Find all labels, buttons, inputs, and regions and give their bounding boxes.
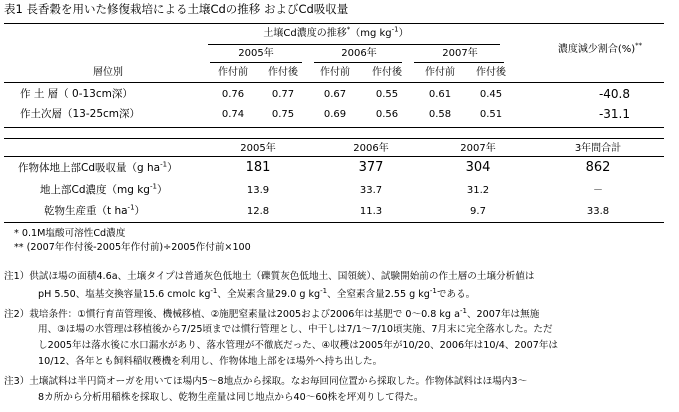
group-header-unit: （mg kg [350, 28, 392, 39]
table-cell: 0.58 [428, 109, 452, 120]
subheader-2005-after: 作付後 [268, 67, 298, 78]
table2-bottom-rule [4, 222, 664, 223]
table2-header-2005: 2005年 [240, 143, 276, 154]
table1-header-rule [4, 82, 664, 83]
table-cell: 13.9 [246, 185, 270, 196]
reduction-header-text: 濃度減少割合(%) [557, 44, 636, 55]
year-header-2006: 2006年 [341, 48, 377, 59]
note-sup: -1 [320, 286, 328, 295]
table2-top-rule [4, 138, 664, 139]
table1-bottom-rule [4, 127, 664, 128]
table-cell: 11.3 [359, 206, 383, 217]
reduction-value: -40.8 [598, 87, 630, 101]
row-label-unit-sup: -1 [149, 182, 157, 191]
subheader-2007-before: 作付前 [425, 67, 455, 78]
subheader-2005-before: 作付前 [218, 67, 248, 78]
table2-header-total: 3年間合計 [574, 143, 622, 154]
table2-header-2007: 2007年 [460, 143, 496, 154]
row-label-unit-end: ） [156, 184, 168, 196]
group-header-unit-sup: -1 [391, 25, 399, 34]
table1-group-header [263, 25, 409, 39]
row-header: 層位別 [93, 67, 123, 78]
table-cell: 0.75 [271, 109, 295, 120]
note-text: 注2）栽培条件：①慣行育苗管理後、機械移植、②施肥窒素量は2005および2006年は基肥で 0～0.8 kg a [4, 309, 460, 320]
table-cell: 0.74 [221, 109, 245, 120]
table-cell: 0.51 [479, 109, 503, 120]
note-sup: -1 [429, 286, 437, 295]
note-line: 8カ所から分析用稲株を採取し、乾物生産量は同じ地点から40～60株を坪刈りして得た。 [38, 392, 424, 403]
table2-row-label [40, 182, 168, 196]
row-label-unit: （g ha [126, 162, 161, 174]
note-line: 注3）土壌試料は半円筒オーガを用いてほ場内5～8地点から採取。なお毎回同位置から採取した。作物体試料はほ場内3～ [4, 376, 528, 387]
note-line: 用、③ほ場の水管理は移植後から7/25頃までは慣行管理とし、中干しは7/1～7/10頃実施、7月末に完全落水した。ただ [38, 324, 553, 335]
year-header-2005: 2005年 [238, 48, 274, 59]
table-cell: 304 [465, 160, 491, 175]
group-header-unit-end: ） [398, 28, 409, 39]
subheader-2006-before: 作付前 [320, 67, 350, 78]
table-cell: － [593, 185, 603, 196]
table2-header-rule [4, 156, 664, 157]
row-label-unit-sup: -1 [160, 160, 168, 169]
reduction-value: -31.1 [598, 107, 630, 121]
row-label-text: 作物体地上部Cd吸収量 [18, 162, 127, 174]
table-cell: 0.56 [375, 109, 399, 120]
row-label-unit-end: ） [134, 205, 146, 217]
table-cell: 31.2 [466, 185, 490, 196]
note-line: 注1）供試ほ場の面積4.6a、土壌タイプは普通灰色低地土（礫質灰色低地土、国領統）、試験開始前の作土層の土壌分析値は [4, 271, 535, 282]
table2-row-label [44, 203, 146, 217]
year-rule-2007 [414, 62, 504, 63]
note-line [38, 286, 476, 300]
table-cell: 377 [358, 160, 384, 175]
table-cell: 0.76 [221, 89, 245, 100]
table-cell: 0.61 [428, 89, 452, 100]
note-text: である。 [436, 289, 476, 300]
table-cell: 12.8 [246, 206, 270, 217]
row-label-text: 地上部Cd濃度 [40, 184, 107, 196]
row-label-unit: （mg kg [106, 184, 150, 196]
table1-top-rule [4, 23, 664, 24]
group-header-text: 土壌Cd濃度の推移 [263, 28, 347, 39]
year-rule-2005 [210, 62, 302, 63]
reduction-header [557, 41, 643, 55]
row-label-text: 乾物生産重 [44, 205, 97, 217]
row-label-unit: （t ha [96, 205, 128, 217]
table-cell: 33.7 [359, 185, 383, 196]
group-header-sup: * [346, 25, 351, 34]
footnote-double-asterisk: ** (2007年作付後-2005年作付前)÷2005作付前×100 [14, 242, 251, 253]
table-cell: 181 [245, 160, 271, 175]
reduction-header-sup: ** [635, 41, 643, 50]
table-cell: 0.77 [271, 89, 295, 100]
note-text: 、2007年は無施 [466, 309, 540, 320]
row-label-unit-sup: -1 [127, 203, 135, 212]
table-cell: 862 [585, 160, 611, 175]
note-text: 、全炭素含量29.0 g kg [217, 289, 321, 300]
group-header-rule [208, 44, 500, 45]
table-cell: 0.69 [323, 109, 347, 120]
table-title: 表1 長香穀を用いた修復栽培による土壌Cdの推移 およびCd吸収量 [4, 2, 349, 16]
year-header-2007: 2007年 [442, 48, 478, 59]
table2-row-label [18, 160, 178, 174]
row-label-unit-end: ） [167, 162, 178, 174]
note-line: し2005年は落水後に水口漏水があり、落水管理が不徹底だった、④収穫は2005年が10/20、2006年は10/4、2007年は [38, 340, 559, 351]
row-label-topsoil: 作 土 層（ 0-13cm深） [20, 88, 133, 100]
table-cell: 33.8 [586, 206, 610, 217]
table-cell: 9.7 [470, 206, 486, 217]
subheader-2007-after: 作付後 [476, 67, 506, 78]
note-sup: -1 [459, 306, 467, 315]
footnote-asterisk: * 0.1M塩酸可溶性Cd濃度 [14, 228, 126, 239]
note-sup: -1 [210, 286, 218, 295]
table-cell: 0.67 [323, 89, 347, 100]
subheader-2006-after: 作付後 [372, 67, 402, 78]
note-text: 、全窒素含量2.55 g kg [327, 289, 430, 300]
table-cell: 0.55 [375, 89, 399, 100]
table2-header-2006: 2006年 [353, 143, 389, 154]
note-text: pH 5.50、塩基交換容量15.6 cmolc kg [38, 289, 211, 300]
note-line [4, 306, 540, 320]
year-rule-2006 [314, 62, 402, 63]
note-line: 10/12、各年とも飼料稲収穫機を利用し、作物体地上部をほ場外へ持ち出した。 [38, 356, 383, 367]
table-cell: 0.45 [479, 89, 503, 100]
row-label-subsoil: 作土次層（13-25cm深） [20, 108, 141, 120]
